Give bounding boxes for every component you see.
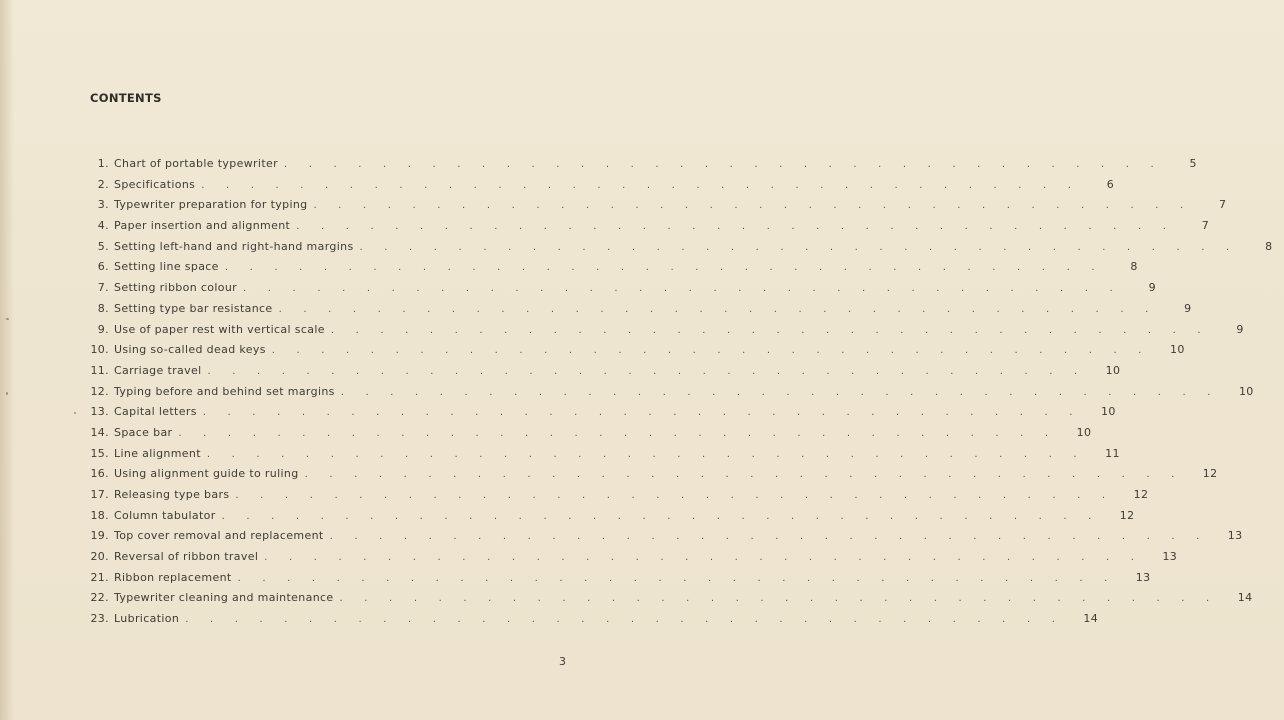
toc-entry [82, 177, 1115, 199]
toc-entry-page: 14 [1237, 591, 1253, 605]
toc-entry-page: 14 [1083, 612, 1099, 626]
toc-entry [82, 363, 1121, 385]
toc-entry [82, 529, 1243, 550]
toc-entry-number: 13. [90, 405, 109, 419]
toc-entry [82, 488, 1149, 509]
toc-entry-title: Column tabulator [114, 508, 216, 522]
toc-entry-number: 20. [90, 550, 109, 564]
toc-entry [82, 612, 1099, 633]
toc-entry [82, 301, 1192, 323]
toc-entry-title: Chart of portable typewriter [114, 157, 278, 170]
toc-entry [82, 446, 1120, 468]
toc-entry [82, 384, 1254, 406]
toc-entry-page: 9 [1184, 301, 1192, 315]
toc-entry-number: 8. [97, 301, 109, 315]
toc-dot-leader: . . . . . . . . . . . . . . . . . . . . . . . . . . . . . . . . . . . . [206, 448, 1086, 460]
toc-entry-page: 13 [1135, 570, 1151, 584]
toc-entry-title: Space bar [114, 425, 173, 439]
toc-entry-number: 21. [90, 570, 109, 584]
toc-entry [82, 322, 1244, 344]
toc-dot-leader: . . . . . . . . . . . . . . . . . . . . . . . . . . . . . . . . . . . . [178, 427, 1058, 439]
toc-entry-page: 7 [1201, 219, 1210, 233]
toc-entry [82, 239, 1273, 261]
toc-entry [82, 260, 1138, 281]
toc-dot-leader: . . . . . . . . . . . . . . . . . . . . . . . . . . . . . . . . . . . . [329, 531, 1209, 543]
toc-dot-leader: . . . . . . . . . . . . . . . . . . . . . . . . . . . . . . . . . . . . [283, 159, 1163, 170]
toc-entry-page: 7 [1219, 198, 1227, 212]
toc-entry-number: 4. [97, 219, 109, 233]
toc-entry-number: 22. [90, 591, 109, 605]
toc-entry-number: 3. [97, 198, 109, 212]
toc-entry [82, 281, 1156, 302]
toc-entry [82, 343, 1185, 364]
toc-entry-page: 12 [1133, 488, 1149, 501]
toc-entry [82, 219, 1210, 240]
toc-entry-number: 9. [97, 322, 109, 336]
toc-entry-title: Typing before and behind set margins [114, 384, 335, 398]
toc-entry-page: 8 [1265, 239, 1273, 253]
toc-entry-page: 11 [1105, 446, 1120, 460]
toc-entry-number: 11. [90, 363, 109, 377]
toc-entry-title: Reversal of ribbon travel [114, 550, 259, 564]
toc-entry-title: Setting ribbon colour [114, 281, 238, 295]
toc-dot-leader: . . . . . . . . . . . . . . . . . . . . . . . . . . . . . . . . . . . . [359, 241, 1239, 253]
toc-entry-page: 13 [1162, 550, 1178, 564]
toc-entry-title: Typewriter cleaning and maintenance [114, 591, 334, 605]
toc-entry-number: 2. [97, 177, 109, 191]
toc-entry [82, 570, 1151, 592]
toc-entry-number: 10. [90, 343, 109, 357]
toc-entry-number: 14. [90, 425, 109, 439]
toc-dot-leader: . . . . . . . . . . . . . . . . . . . . . . . . . . . . . . . . . . . . [235, 490, 1115, 501]
toc-entry-title: Setting line space [114, 260, 219, 274]
toc-entry-number: 18. [90, 508, 109, 522]
toc-dot-leader: . . . . . . . . . . . . . . . . . . . . . . . . . . . . . . . . . . . . [221, 510, 1101, 522]
toc-dot-leader: . . . . . . . . . . . . . . . . . . . . . . . . . . . . . . . . . . . . [202, 407, 1082, 419]
page-title: CONTENTS [90, 91, 162, 105]
toc-entry-title: Releasing type bars [114, 488, 230, 501]
toc-entry [82, 467, 1218, 488]
toc-entry-page: 13 [1227, 529, 1243, 543]
table-of-contents [82, 157, 1273, 633]
toc-entry-title: Use of paper rest with vertical scale [114, 322, 325, 336]
toc-entry-number: 15. [90, 446, 109, 460]
toc-entry-title: Lubrication [114, 612, 180, 626]
toc-entry-title: Setting type bar resistance [114, 301, 273, 315]
toc-entry-number: 17. [90, 488, 109, 501]
toc-entry-title: Specifications [114, 177, 196, 191]
toc-entry-title: Paper insertion and alignment [114, 219, 291, 233]
page-edge-shadow [0, 0, 14, 720]
toc-entry-number: 6. [97, 260, 109, 274]
toc-entry-title: Top cover removal and replacement [114, 529, 324, 543]
paper-speck [74, 412, 76, 414]
toc-entry-page: 5 [1189, 157, 1197, 170]
toc-entry-title: Capital letters [114, 405, 197, 419]
toc-dot-leader: . . . . . . . . . . . . . . . . . . . . . . . . . . . . . . . . . . . . [340, 386, 1220, 398]
toc-entry-number: 1. [97, 157, 109, 170]
toc-dot-leader: . . . . . . . . . . . . . . . . . . . . . . . . . . . . . . . . . . . . [264, 552, 1144, 564]
toc-entry [82, 425, 1092, 447]
toc-entry-number: 7. [97, 281, 109, 295]
toc-entry-page: 8 [1130, 260, 1138, 274]
toc-entry [82, 405, 1116, 426]
paper-speck [6, 318, 9, 320]
paper-speck [6, 392, 8, 395]
toc-dot-leader: . . . . . . . . . . . . . . . . . . . . . . . . . . . . . . . . . . . . [271, 345, 1151, 357]
toc-entry [82, 157, 1197, 178]
toc-entry-title: Line alignment [114, 446, 201, 460]
toc-entry [82, 591, 1253, 612]
toc-entry-title: Using alignment guide to ruling [114, 467, 299, 481]
toc-dot-leader: . . . . . . . . . . . . . . . . . . . . . . . . . . . . . . . . . . . . [304, 469, 1184, 481]
toc-dot-leader: . . . . . . . . . . . . . . . . . . . . . . . . . . . . . . . . . . . . [201, 179, 1081, 191]
toc-entry [82, 508, 1135, 530]
toc-dot-leader: . . . . . . . . . . . . . . . . . . . . . . . . . . . . . . . . . . . . [185, 614, 1065, 626]
toc-dot-leader: . . . . . . . . . . . . . . . . . . . . . . . . . . . . . . . . . . . . [339, 593, 1219, 605]
toc-entry-page: 9 [1148, 281, 1156, 295]
toc-entry-title: Typewriter preparation for typing [114, 198, 308, 212]
toc-entry-title: Ribbon replacement [114, 570, 232, 584]
toc-entry-number: 16. [90, 467, 109, 481]
toc-entry-page: 12 [1119, 508, 1135, 522]
toc-entry-page: 10 [1100, 405, 1116, 419]
toc-dot-leader: . . . . . . . . . . . . . . . . . . . . . . . . . . . . . . . . . . . . [313, 200, 1193, 212]
toc-entry-page: 12 [1202, 467, 1218, 481]
toc-dot-leader: . . . . . . . . . . . . . . . . . . . . . . . . . . . . . . . . . . . . [296, 221, 1176, 233]
toc-entry-page: 10 [1169, 343, 1185, 357]
toc-entry-number: 23. [90, 612, 109, 626]
toc-dot-leader: . . . . . . . . . . . . . . . . . . . . . . . . . . . . . . . . . . . . [224, 262, 1104, 274]
toc-entry [82, 550, 1178, 571]
toc-entry [82, 198, 1227, 219]
toc-dot-leader: . . . . . . . . . . . . . . . . . . . . . . . . . . . . . . . . . . . . [278, 303, 1158, 315]
toc-entry-title: Carriage travel [114, 363, 202, 377]
page-number: 3 [559, 655, 566, 668]
toc-entry-page: 10 [1076, 425, 1092, 439]
toc-entry-page: 6 [1106, 177, 1115, 191]
toc-dot-leader: . . . . . . . . . . . . . . . . . . . . . . . . . . . . . . . . . . . . [330, 324, 1210, 336]
toc-entry-page: 9 [1236, 322, 1244, 336]
toc-entry-number: 12. [90, 384, 109, 398]
toc-entry-title: Setting left-hand and right-hand margins [114, 239, 354, 253]
toc-dot-leader: . . . . . . . . . . . . . . . . . . . . . . . . . . . . . . . . . . . . [237, 572, 1117, 584]
toc-dot-leader: . . . . . . . . . . . . . . . . . . . . . . . . . . . . . . . . . . . . [243, 283, 1122, 295]
toc-entry-page: 10 [1238, 384, 1254, 398]
toc-entry-page: 10 [1105, 363, 1121, 377]
toc-entry-number: 19. [90, 529, 109, 543]
toc-entry-title: Using so-called dead keys [114, 343, 266, 357]
toc-entry-number: 5. [97, 239, 109, 253]
toc-dot-leader: . . . . . . . . . . . . . . . . . . . . . . . . . . . . . . . . . . . . [207, 365, 1087, 377]
